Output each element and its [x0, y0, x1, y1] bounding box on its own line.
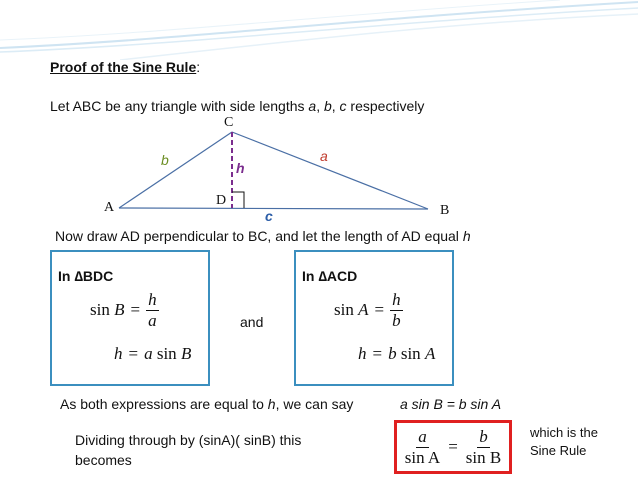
right-denominator-text: sin B — [465, 447, 502, 467]
intro-sep2: , — [331, 98, 340, 114]
box-bdc — [50, 250, 210, 386]
equals-sign: = — [374, 300, 385, 320]
rhs-coef: b — [388, 344, 397, 363]
conclusion-prefix: As both expressions are equal to — [60, 396, 268, 412]
intro-c: c — [339, 98, 347, 114]
sine-rule-box — [394, 420, 512, 474]
fraction-denominator: b — [392, 310, 401, 330]
intro-prefix: Let ABC be any triangle with side lengths — [50, 98, 309, 114]
dividing-line2: becomes — [75, 452, 132, 468]
vertex-a-label: A — [104, 200, 115, 215]
sin-label: sin — [334, 300, 354, 320]
caption-line1: which is the — [530, 425, 598, 440]
heading-colon: : — [196, 59, 201, 75]
left-numerator: a — [418, 426, 427, 446]
h-var: h — [114, 344, 123, 363]
rhs-angle: A — [424, 344, 436, 363]
construction-prefix: Now draw AD perpendicular to BC, and let the length of AD equal — [55, 228, 463, 244]
side-c-label: c — [265, 208, 273, 224]
intro-sep1: , — [316, 98, 324, 114]
fraction-numerator: h — [392, 290, 401, 309]
sin-label: sin — [90, 300, 110, 320]
angle-label: B — [114, 300, 125, 320]
sine-rule-equals: = — [448, 437, 458, 456]
side-ab-line — [119, 208, 428, 209]
box-acd-title: In ∆ACD — [302, 268, 358, 284]
box-acd-result: h = b sin A — [358, 344, 436, 363]
side-a-label: a — [320, 148, 328, 164]
conclusion-sentence — [60, 396, 353, 412]
vertex-c-label: C — [224, 115, 234, 130]
conclusion-suffix: , we can say — [275, 396, 354, 412]
fraction — [146, 290, 159, 330]
fraction-numerator: h — [148, 290, 157, 309]
side-cb-line — [232, 132, 428, 209]
fraction-denominator: a — [148, 310, 157, 330]
sine-rule-caption — [530, 424, 598, 460]
h-var: h — [358, 344, 367, 363]
caption-line2: Sine Rule — [530, 443, 587, 458]
box-bdc-ratio — [90, 290, 159, 330]
right-numerator: b — [479, 426, 488, 446]
vertex-b-label: B — [440, 203, 450, 218]
conclusion-h: h — [267, 396, 276, 412]
construction-h: h — [462, 228, 471, 244]
foot-d-label: D — [216, 193, 227, 208]
conclusion-result: a sin B = b sin A — [400, 396, 502, 412]
intro-a: a — [308, 98, 317, 114]
sine-rule-formula — [403, 427, 503, 467]
left-denominator-text: sin A — [404, 447, 441, 467]
side-b-label: b — [161, 152, 169, 168]
height-label: h — [236, 160, 245, 176]
equals-sign: = — [130, 300, 141, 320]
dividing-line1: Dividing through by (sinA)( sinB) this — [75, 432, 302, 448]
box-bdc-title: In ∆BDC — [58, 268, 114, 284]
left-denominator — [403, 448, 442, 468]
dividing-text — [75, 430, 301, 470]
rhs-sin: sin — [156, 344, 177, 363]
rhs-sin: sin — [400, 344, 421, 363]
right-angle-marker — [232, 192, 244, 208]
right-fraction — [464, 427, 503, 467]
right-denominator — [464, 448, 503, 468]
angle-label: A — [358, 300, 369, 320]
rhs-coef: a — [144, 344, 153, 363]
intro-suffix: respectively — [346, 98, 425, 114]
left-fraction — [403, 427, 442, 467]
box-acd-ratio — [334, 290, 403, 330]
heading-text: Proof of the Sine Rule — [50, 59, 197, 75]
intro-b: b — [323, 98, 332, 114]
box-bdc-result: h = a sin B — [114, 344, 192, 363]
construction-sentence — [55, 228, 471, 244]
joiner-and: and — [240, 314, 264, 330]
box-acd — [294, 250, 454, 386]
fraction — [390, 290, 403, 330]
rhs-angle: B — [180, 344, 192, 363]
